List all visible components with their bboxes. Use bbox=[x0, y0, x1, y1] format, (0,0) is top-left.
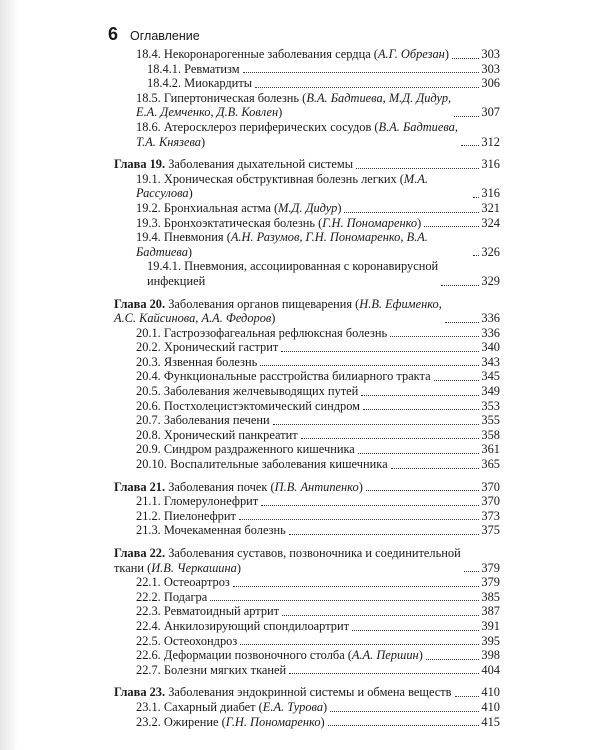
running-header bbox=[108, 24, 200, 45]
dot-leader bbox=[358, 453, 480, 454]
toc-title-text: 23.1. Сахарный диабет ( bbox=[136, 699, 263, 714]
toc-page-number: 361 bbox=[481, 442, 500, 457]
toc-title-text: 20.6. Постхолецистэктомический синдром bbox=[136, 398, 361, 413]
toc-title-text: 20.8. Хронический панкреатит bbox=[136, 427, 298, 442]
toc-page-number: 410 bbox=[481, 699, 500, 714]
toc-page-number: 307 bbox=[481, 105, 500, 120]
toc-chapter-label: Глава 20. bbox=[114, 296, 166, 311]
toc-page-number: 373 bbox=[481, 508, 500, 523]
toc-title-text: ) bbox=[444, 47, 449, 61]
toc-page-number: 349 bbox=[481, 384, 500, 399]
toc-entry-title bbox=[136, 47, 449, 62]
toc-entry-title bbox=[136, 326, 387, 341]
dot-leader bbox=[330, 711, 479, 712]
toc-page-number: 336 bbox=[481, 311, 500, 326]
toc-entry-title bbox=[136, 590, 207, 605]
toc-title-text: 21.1. Гломерулонефрит bbox=[136, 494, 259, 509]
dot-leader bbox=[273, 424, 480, 425]
toc-entry-title bbox=[147, 62, 240, 77]
dot-leader bbox=[210, 600, 479, 601]
toc-page-number: 303 bbox=[481, 47, 500, 61]
toc-entry-title bbox=[136, 216, 421, 231]
toc-section-entry bbox=[114, 47, 500, 62]
toc-section-entry bbox=[114, 509, 500, 524]
toc-section-entry bbox=[114, 62, 500, 77]
toc-page-number: 415 bbox=[481, 714, 500, 729]
toc-section-entry bbox=[114, 384, 500, 399]
toc-entry-title bbox=[136, 619, 349, 634]
toc-title-text: 18.4.2. Миокардиты bbox=[147, 76, 253, 91]
toc-section-entry bbox=[114, 648, 500, 663]
toc-entry-title bbox=[114, 157, 353, 172]
toc-page-number: 340 bbox=[481, 340, 500, 355]
toc-title-text: 19.4. Пневмония ( bbox=[136, 230, 231, 245]
toc-title-text: 20.7. Заболевания печени bbox=[136, 413, 270, 428]
toc-title-text: ) bbox=[417, 215, 422, 230]
dot-leader bbox=[391, 468, 480, 469]
dot-leader bbox=[301, 438, 480, 439]
toc-section-entry bbox=[114, 619, 500, 634]
page-number: 6 bbox=[108, 24, 119, 44]
toc-section-entry bbox=[114, 216, 500, 231]
toc-page-number: 410 bbox=[481, 685, 500, 700]
toc-title-text: 21.2. Пиелонефрит bbox=[136, 508, 236, 523]
toc-entry-title bbox=[136, 230, 470, 259]
toc-title-text: 22.6. Деформации позвоночного столба ( bbox=[136, 648, 352, 663]
toc-page-number: 316 bbox=[481, 186, 500, 201]
dot-leader bbox=[366, 490, 480, 491]
toc-section-entry bbox=[114, 326, 500, 341]
toc-section-entry bbox=[114, 715, 500, 730]
toc-title-text: ткани ( bbox=[114, 560, 152, 575]
dot-leader bbox=[441, 285, 479, 286]
dot-leader bbox=[455, 696, 480, 697]
toc-author: А.А. Першин bbox=[351, 648, 419, 663]
dot-leader bbox=[282, 615, 479, 616]
toc-page-number: 303 bbox=[481, 61, 500, 76]
toc-page-number: 306 bbox=[481, 76, 500, 91]
toc-section-entry bbox=[114, 442, 500, 457]
toc-author: А.Г. Обрезан bbox=[377, 47, 445, 61]
toc-chapter-entry bbox=[114, 157, 500, 172]
toc-title-text: 23.2. Ожирение ( bbox=[136, 714, 226, 729]
toc-author: И.В. Черкашина bbox=[151, 560, 237, 575]
toc-entry-title bbox=[136, 494, 258, 509]
toc-entry-title bbox=[136, 340, 278, 355]
toc-author: Г.Н. Пономаренко bbox=[322, 215, 418, 230]
toc-entry-title bbox=[136, 700, 327, 715]
toc-author: Н.В. Ефименко, bbox=[359, 296, 442, 311]
toc-section-entry bbox=[114, 523, 500, 538]
dot-leader bbox=[454, 116, 479, 117]
dot-leader bbox=[445, 322, 480, 323]
toc-page-number: 391 bbox=[481, 618, 500, 633]
toc-title-text: ) bbox=[323, 699, 328, 714]
toc-entry-title bbox=[136, 172, 470, 201]
toc-section-entry bbox=[114, 575, 500, 590]
toc-entry-title bbox=[147, 76, 252, 91]
toc-entry-title bbox=[136, 91, 451, 120]
toc-entry-title bbox=[114, 546, 461, 575]
toc-title-text: Заболевания эндокринной системы и обмена веществ bbox=[165, 685, 452, 700]
toc-page-number: 365 bbox=[481, 457, 500, 472]
toc-title-text: ) bbox=[278, 105, 283, 120]
toc-section-entry bbox=[114, 340, 500, 355]
toc-entry-title bbox=[136, 457, 388, 472]
toc-section-entry bbox=[114, 259, 500, 288]
toc-section-entry bbox=[114, 355, 500, 370]
toc-author: В.А. Бадтиева, bbox=[378, 119, 458, 134]
toc-author: М.Д. Дидур bbox=[278, 200, 338, 215]
toc-title-text: ) bbox=[320, 714, 325, 729]
toc-author: Т.А. Князева bbox=[136, 134, 201, 149]
toc-title-text: ) bbox=[271, 311, 276, 326]
toc-section-entry bbox=[114, 604, 500, 619]
toc-title-text: 18.6. Атеросклероз периферических сосудов ( bbox=[136, 119, 379, 134]
toc-title-text: ) bbox=[418, 648, 423, 663]
toc-chapter-entry bbox=[114, 546, 500, 575]
toc-author: Е.А. Турова bbox=[262, 699, 324, 714]
toc-title-text: 22.5. Остеохондроз bbox=[136, 633, 238, 648]
toc-section-entry bbox=[114, 91, 500, 120]
toc-entry-title bbox=[136, 120, 458, 149]
toc-title-text: 19.2. Бронхиальная астма ( bbox=[136, 200, 279, 215]
dot-leader bbox=[239, 519, 480, 520]
dot-leader bbox=[473, 197, 479, 198]
toc-entry-title bbox=[136, 201, 341, 216]
toc-title-text: 22.7. Болезни мягких тканей bbox=[136, 662, 287, 677]
toc-entry-title bbox=[136, 575, 230, 590]
toc-entry-title bbox=[136, 523, 286, 538]
toc-entry-title bbox=[136, 648, 423, 663]
dot-leader bbox=[473, 255, 479, 256]
toc-entry-title bbox=[136, 428, 298, 443]
toc-author: В.А. Бадтиева, М.Д. Дидур, bbox=[306, 90, 452, 105]
toc-chapter-entry bbox=[114, 685, 500, 700]
toc-page-number: 398 bbox=[481, 648, 500, 663]
toc-section-entry bbox=[114, 172, 500, 201]
toc-title-text: инфекцией bbox=[147, 273, 206, 288]
dot-leader bbox=[424, 226, 479, 227]
toc-title-text: ) bbox=[236, 560, 241, 575]
toc-author: Г.Н. Пономаренко bbox=[225, 714, 321, 729]
dot-leader bbox=[260, 365, 479, 366]
dot-leader bbox=[289, 673, 479, 674]
toc-section-entry bbox=[114, 413, 500, 428]
toc-section-entry bbox=[114, 428, 500, 443]
toc-title-text: 20.9. Синдром раздраженного кишечника bbox=[136, 442, 355, 457]
toc-page-number: 353 bbox=[481, 398, 500, 413]
toc-title-text: ) bbox=[358, 479, 363, 494]
toc-page-number: 404 bbox=[481, 662, 500, 677]
toc-entry-title bbox=[114, 297, 442, 326]
dot-leader bbox=[281, 351, 479, 352]
toc-page-number: 370 bbox=[481, 494, 500, 509]
toc-page-number: 358 bbox=[481, 427, 500, 442]
toc-title-text: 20.10. Воспалительные заболевания кишечника bbox=[136, 457, 388, 472]
toc-title-text: Заболевания дыхательной системы bbox=[165, 157, 354, 172]
toc-title-text: ) bbox=[337, 200, 342, 215]
toc-entry-title bbox=[136, 384, 358, 399]
toc-entry-title bbox=[136, 715, 325, 730]
toc-page-number: 329 bbox=[481, 273, 500, 288]
toc-entry-title bbox=[114, 480, 363, 495]
toc-chapter-label: Глава 22. bbox=[114, 546, 166, 560]
toc-page-number: 379 bbox=[481, 560, 500, 575]
toc-entry-title bbox=[136, 399, 360, 414]
toc-page-number: 387 bbox=[481, 604, 500, 619]
toc-page-number: 385 bbox=[481, 589, 500, 604]
toc-title-text: 20.5. Заболевания желчевыводящих путей bbox=[136, 384, 359, 399]
toc-title-text: 21.3. Мочекаменная болезнь bbox=[136, 523, 286, 538]
dot-leader bbox=[233, 586, 480, 587]
toc-section-entry bbox=[114, 700, 500, 715]
toc-chapter-entry bbox=[114, 297, 500, 326]
table-of-contents bbox=[114, 47, 500, 729]
toc-entry-title bbox=[136, 413, 270, 428]
toc-title-text: 18.4.1. Ревматизм bbox=[147, 61, 240, 76]
toc-entry-title bbox=[136, 369, 431, 384]
toc-entry-title bbox=[136, 634, 237, 649]
toc-entry-title bbox=[136, 355, 257, 370]
dot-leader bbox=[363, 409, 479, 410]
toc-title-text: ) bbox=[188, 186, 193, 201]
toc-chapter-label: Глава 19. bbox=[114, 157, 166, 172]
toc-section-entry bbox=[114, 590, 500, 605]
toc-section-entry bbox=[114, 201, 500, 216]
toc-entry-title bbox=[114, 685, 452, 700]
toc-title-text: 22.2. Подагра bbox=[136, 589, 208, 604]
dot-leader bbox=[352, 630, 479, 631]
dot-leader bbox=[434, 380, 480, 381]
toc-title-text: 19.3. Бронхоэктатическая болезнь ( bbox=[136, 215, 323, 230]
toc-author: Е.А. Демченко, Д.В. Ковлен bbox=[136, 105, 279, 120]
toc-page-number: 370 bbox=[481, 479, 500, 494]
toc-title-text: ) bbox=[200, 134, 206, 149]
toc-chapter-label: Глава 23. bbox=[114, 685, 166, 700]
toc-page-number: 336 bbox=[481, 325, 500, 340]
toc-page-number: 312 bbox=[481, 134, 500, 149]
dot-leader bbox=[255, 87, 479, 88]
toc-section-entry bbox=[114, 634, 500, 649]
dot-leader bbox=[461, 145, 479, 146]
dot-leader bbox=[390, 336, 479, 337]
toc-page-number: 326 bbox=[481, 244, 500, 259]
toc-title-text: Заболевания почек ( bbox=[165, 479, 275, 494]
toc-section-entry bbox=[114, 76, 500, 91]
toc-page-number: 379 bbox=[481, 575, 500, 590]
toc-title-text: 18.5. Гипертоническая болезнь ( bbox=[136, 90, 307, 105]
toc-section-entry bbox=[114, 369, 500, 384]
toc-title-text: 20.3. Язвенная болезнь bbox=[136, 354, 258, 369]
toc-page-number: 355 bbox=[481, 413, 500, 428]
toc-author: А.Н. Разумов, Г.Н. Пономаренко, В.А. Бадтиева bbox=[136, 230, 428, 259]
toc-entry-title bbox=[136, 604, 279, 619]
toc-page-number: 343 bbox=[481, 354, 500, 369]
toc-page-number: 324 bbox=[481, 215, 500, 230]
toc-page-number: 316 bbox=[481, 157, 500, 172]
toc-entry-title bbox=[136, 509, 236, 524]
toc-title-text: 18.4. Некоронарогенные заболевания сердца ( bbox=[136, 47, 378, 61]
toc-section-entry bbox=[114, 663, 500, 678]
toc-section-entry bbox=[114, 494, 500, 509]
dot-leader bbox=[452, 58, 479, 59]
toc-title-text: 20.1. Гастроэзофагеальная рефлюксная болезнь bbox=[136, 325, 388, 340]
dot-leader bbox=[261, 505, 479, 506]
toc-entry-title bbox=[147, 259, 438, 288]
toc-entry-title bbox=[136, 663, 286, 678]
toc-chapter-entry bbox=[114, 480, 500, 495]
toc-title-text: ) bbox=[187, 244, 193, 259]
toc-title-text: 20.2. Хронический гастрит bbox=[136, 340, 279, 355]
toc-section-entry bbox=[114, 230, 500, 259]
dot-leader bbox=[464, 571, 480, 572]
dot-leader bbox=[356, 168, 479, 169]
toc-page-number: 345 bbox=[481, 369, 500, 384]
dot-leader bbox=[344, 212, 479, 213]
toc-title-text: 20.4. Функциональные расстройства билиарного тракта bbox=[136, 369, 431, 384]
toc-title-text: 22.3. Ревматоидный артрит bbox=[136, 604, 280, 619]
dot-leader bbox=[289, 534, 480, 535]
dot-leader bbox=[328, 725, 480, 726]
toc-section-entry bbox=[114, 120, 500, 149]
toc-title-text: Заболевания органов пищеварения ( bbox=[165, 296, 360, 311]
toc-title-text: 19.1. Хроническая обструктивная болезнь легких ( bbox=[136, 171, 404, 186]
toc-author: М.А. Рассулова bbox=[136, 171, 428, 201]
running-title: Оглавление bbox=[130, 29, 200, 43]
toc-title-text: 19.4.1. Пневмония, ассоциированная с коронавирусной bbox=[147, 259, 439, 274]
toc-page-number: 375 bbox=[481, 523, 500, 538]
toc-section-entry bbox=[114, 457, 500, 472]
dot-leader bbox=[240, 644, 479, 645]
toc-title-text: 22.1. Остеоартроз bbox=[136, 575, 230, 590]
toc-author: П.В. Антипенко bbox=[274, 479, 359, 494]
toc-chapter-label: Глава 21. bbox=[114, 479, 166, 494]
toc-entry-title bbox=[136, 442, 355, 457]
toc-section-entry bbox=[114, 399, 500, 414]
toc-page-number: 321 bbox=[481, 200, 500, 215]
toc-title-text: Заболевания суставов, позвоночника и соединительной bbox=[165, 546, 461, 560]
toc-page-number: 395 bbox=[481, 633, 500, 648]
dot-leader bbox=[361, 395, 479, 396]
toc-author: А.С. Кайсинова, А.А. Федоров bbox=[114, 311, 272, 326]
toc-title-text: 22.4. Анкилозирующий спондилоартрит bbox=[136, 618, 350, 633]
page-gutter-shadow bbox=[0, 0, 18, 750]
dot-leader bbox=[243, 72, 480, 73]
dot-leader bbox=[426, 659, 480, 660]
